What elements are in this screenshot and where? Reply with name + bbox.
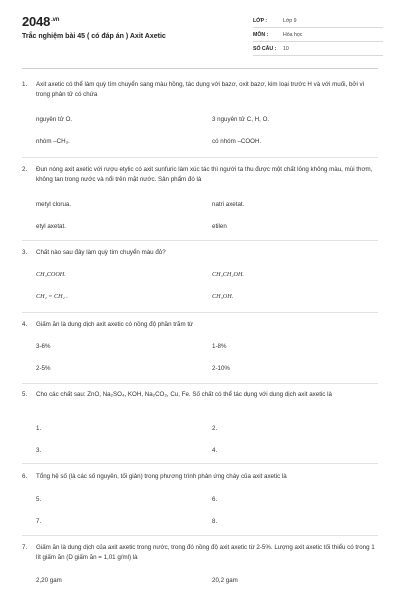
option-a[interactable]: nguyên tử O. [36, 116, 73, 123]
question-1 [22, 80, 378, 145]
option-d[interactable]: CH₃OH. [212, 293, 234, 300]
question-number: 1. [22, 81, 28, 88]
meta-value: Lớp 9 [283, 18, 297, 24]
question-number: 3. [22, 249, 28, 256]
site-logo[interactable] [22, 14, 59, 29]
question-divider [22, 240, 378, 241]
question-body: Chất nào sau đây làm quỳ tím chuyển màu đỏ? [36, 249, 166, 256]
quiz-meta [253, 15, 383, 57]
question-number: 5. [22, 391, 28, 398]
option-b[interactable]: natri axetat. [212, 201, 245, 208]
meta-label: LỚP : [253, 18, 268, 24]
question-5 [22, 390, 378, 454]
question-4 [22, 320, 378, 372]
question-number: 2. [22, 166, 28, 173]
question-text [22, 80, 378, 100]
meta-value: 10 [283, 46, 289, 52]
meta-value: Hóa học [283, 32, 303, 38]
option-d[interactable]: có nhóm –COOH. [212, 138, 262, 145]
logo-text: 2048 [22, 14, 51, 29]
meta-label: MÔN : [253, 32, 269, 38]
question-body: Giấm ăn là dung dịch của axit axetic trong nước, trong đó nồng độ axit axetic từ 2-5%. Lượng axit axetic tối thiểu có trong 1 lít giấm ăn (D giấm ăn = 1,01 g/ml) là [36, 544, 375, 561]
option-b[interactable]: 6. [212, 496, 218, 503]
question-6 [22, 472, 378, 525]
meta-row-class [253, 15, 383, 28]
option-a[interactable]: 5. [36, 496, 42, 503]
question-divider [22, 463, 378, 464]
option-d[interactable]: 4. [212, 447, 218, 454]
question-divider [22, 383, 378, 384]
option-d[interactable]: 2-10% [212, 365, 230, 372]
option-a[interactable]: 1. [36, 425, 42, 432]
question-text [22, 248, 378, 258]
option-b[interactable]: CH₃CH₂OH. [212, 271, 244, 278]
option-d[interactable]: 8. [212, 518, 218, 525]
logo-suffix: .vn [51, 16, 60, 23]
question-7 [22, 543, 378, 584]
question-number: 4. [22, 321, 28, 328]
question-divider [22, 157, 378, 158]
option-c[interactable]: etyl axetat. [36, 223, 66, 230]
option-a[interactable]: metyl clorua. [36, 201, 72, 208]
question-3 [22, 248, 378, 300]
option-b[interactable]: 1-8% [212, 343, 227, 350]
question-text [22, 543, 378, 563]
meta-row-subject [253, 29, 383, 42]
meta-label: SỐ CÂU : [253, 46, 277, 52]
question-2 [22, 165, 378, 230]
option-c[interactable]: 3. [36, 447, 42, 454]
question-divider [22, 535, 378, 536]
meta-row-count [253, 43, 383, 56]
header-divider [22, 68, 378, 69]
question-body: Cho các chất sau: ZnO, Na₂SO₄, KOH, Na₂CO₃, Cu, Fe. Số chất có thể tác dụng với dung dịch axit axetic là [36, 391, 332, 398]
option-b[interactable]: 2. [212, 425, 218, 432]
question-number: 6. [22, 473, 28, 480]
option-d[interactable]: etilen [212, 223, 227, 230]
option-c[interactable]: 7. [36, 518, 42, 525]
option-a[interactable]: 3-6% [36, 343, 51, 350]
question-body: Axit axetic có thể làm quỳ tím chuyển sang màu hồng, tác dụng với bazơ, oxit bazơ, kim loại trước H và với muối, bởi vì trong phân tử có chứa [36, 81, 365, 98]
option-b[interactable]: 20,2 gam [212, 577, 238, 584]
question-text [22, 165, 378, 185]
question-body: Tổng hệ số (là các số nguyên, tối giản) trong phương trình phản ứng cháy của axit axetic là [36, 473, 287, 480]
question-text [22, 390, 378, 400]
option-a[interactable]: CH₃COOH. [36, 271, 66, 278]
question-body: Đun nóng axit axetic với rượu etylic có axit sunfuric làm xúc tác thì người ta thu được một chất lỏng không màu, mùi thơm, không tan trong nước và nổi trên mặt nước. Sản phẩm đó là [36, 166, 373, 183]
question-divider [22, 312, 378, 313]
question-text [22, 320, 378, 330]
question-text [22, 472, 378, 482]
page-title: Trắc nghiệm bài 45 ( có đáp án ) Axit Axetic [22, 33, 166, 40]
option-c[interactable]: 2-5% [36, 365, 51, 372]
option-c[interactable]: CH₂ = CH₂ . [36, 293, 68, 300]
question-body: Giấm ăn là dung dịch axit axetic có nồng độ phần trăm từ [36, 321, 194, 328]
question-number: 7. [22, 544, 28, 551]
option-a[interactable]: 2,20 gam [36, 577, 62, 584]
option-c[interactable]: nhóm –CH₃. [36, 138, 70, 145]
option-b[interactable]: 3 nguyên tử C, H, O. [212, 116, 270, 123]
